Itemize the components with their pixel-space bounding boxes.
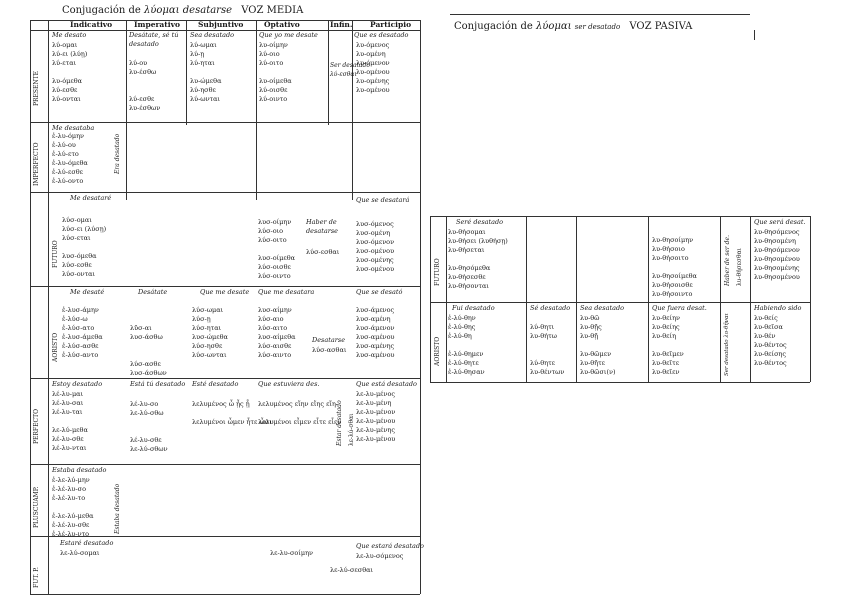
col-indicativo: Indicativo bbox=[70, 20, 113, 29]
pasiva-aorist-part-head: Habiendo sido bbox=[754, 304, 802, 312]
tense-perfecto: PERFECTO bbox=[33, 409, 40, 444]
futperf-inf: λε-λύ-σεσθαι bbox=[330, 566, 374, 574]
pasiva-aorist-imp-head: Sé desatado bbox=[530, 304, 571, 312]
perfect-opt: λελυμένος εἴην εἴης εἴη λελυμένοι εἶμεν εἶτε εἶεν bbox=[258, 400, 342, 426]
present-sub-head: Sea desatado bbox=[190, 31, 235, 39]
futperf-part-head: Que estará desatado bbox=[356, 542, 424, 550]
future-opt: λυσ-οίμην λύσ-οιο λύσ-οιτο λυσ-οίμεθα λύσ-οισθε λύσ-οιντο bbox=[258, 218, 296, 280]
future-part-head: Que se desatará bbox=[356, 196, 410, 204]
pasiva-future-part: λυ-θησόμενος λυ-θησομένη λυ-θησόμενον λυ-θησομένου λυ-θησομένης λυ-θησομένου bbox=[754, 228, 800, 281]
aorist-opt: λυσ-αίμην λύσ-αιο λύσ-αιτο λυσ-αίμεθα λύσ-αισθε λύσ-αιντο bbox=[258, 306, 296, 359]
aorist-sub-head: Que me desate bbox=[200, 288, 250, 296]
present-part: λυ-όμενος λυ-ομένη λυ-όμενον λυ-ομένου λυ-ομένης λυ-ομένου bbox=[356, 41, 390, 94]
present-ind: λύ-ομαι λύ-ει (λύῃ) λύ-εται λυ-όμεθα λύ-εσθε λύ-ονται bbox=[52, 41, 88, 103]
perfect-sub-head: Esté desatado bbox=[192, 380, 239, 388]
aorist-ind-head: Me desaté bbox=[70, 288, 105, 296]
perfect-inf-head: Estar desatado bbox=[336, 400, 343, 446]
aorist-ind: ἐ-λυσ-άμην ἐ-λύσ-ω ἐ-λύσ-ατο ἐ-λυσ-άμεθα ἐ-λύσ-ασθε ἐ-λύσ-αντο bbox=[62, 306, 103, 359]
aorist-imp: λῦσ-αι λυσ-άσθω λύσ-ασθε λυσ-άσθων bbox=[130, 324, 167, 377]
col-optativo: Optativo bbox=[264, 20, 300, 29]
pasiva-tense-aoristo: AORISTO bbox=[434, 336, 441, 366]
pluperfect-ind: ἐ-λε-λύ-μην ἐ-λέ-λυ-σο ἐ-λέ-λυ-το ἐ-λε-λύ-μεθα ἐ-λέ-λυ-σθε ἐ-λέ-λυ-ντο bbox=[52, 476, 94, 538]
pasiva-aorist-sub: λυ-θῶ λυ-θῇς λυ-θῇ λυ-θῶμεν λυ-θῆτε λυ-θῶσι(ν) bbox=[580, 314, 616, 376]
perfect-inf: λε-λύ-σθαι bbox=[348, 413, 355, 446]
aorist-inf-head: Desatarse bbox=[312, 336, 346, 344]
tense-aoristo: AORISTO bbox=[52, 332, 59, 362]
pasiva-future-ind-head: Seré desatado bbox=[456, 218, 504, 226]
futperf-ind: λε-λύ-σομαι bbox=[60, 549, 100, 557]
pasiva-aorist-imp: λύ-θητι λυ-θήτω λύ-θητε λυ-θέντων bbox=[530, 323, 565, 376]
tense-futperf: FUT. P. bbox=[33, 567, 40, 588]
future-inf-head: Haber de desatarse bbox=[306, 218, 338, 235]
perfect-imp-head: Está tú desatado bbox=[130, 380, 186, 388]
perfect-ind: λέ-λυ-μαι λέ-λυ-σαι λέ-λυ-ται λε-λύ-μεθα λέ-λυ-σθε λέ-λυ-νται bbox=[52, 390, 88, 452]
pasiva-title-box bbox=[450, 14, 756, 40]
pasiva-sheet bbox=[430, 216, 810, 382]
pasiva-aorist-ind-head: Fui desatado bbox=[452, 304, 495, 312]
futperf-opt: λε-λυ-σοίμην bbox=[270, 549, 313, 557]
present-imp-head: Desátate, sé tú desatado bbox=[129, 31, 179, 48]
future-part: λυσ-όμενος λυσ-ομένη λυσ-όμενον λυσ-ομένου λυσ-ομένης λυσ-ομένου bbox=[356, 220, 395, 273]
media-title: Conjugación de λύομαι desatarse VOZ MEDIA bbox=[62, 5, 304, 16]
pasiva-aorist-part: λυ-θείς λυ-θεῖσα λυ-θέν λυ-θέντος λυ-θείσης λυ-θέντος bbox=[754, 314, 787, 367]
imperfect-ind: ἐ-λυ-όμην ἐ-λύ-ου ἐ-λύ-ετο ἐ-λυ-όμεθα ἐ-λύ-εσθε ἐ-λύ-οντο bbox=[52, 132, 88, 185]
pluperfect-ind-head: Estaba desatado bbox=[52, 466, 107, 474]
present-ind-head: Me desato bbox=[52, 31, 87, 39]
future-ind: λύσ-ομαι λύσ-ει (λύσῃ) λύσ-εται λυσ-όμεθα λύσ-εσθε λύσ-ονται bbox=[62, 216, 107, 278]
pasiva-tense-futuro: FUTURO bbox=[434, 258, 441, 286]
tense-futuro: FUTURO bbox=[52, 240, 59, 268]
aorist-inf: λύσ-ασθαι bbox=[312, 346, 347, 354]
pasiva-title: Conjugación de λύομαι ser desatado VOZ PASIVA bbox=[454, 21, 693, 32]
pasiva-aorist-ind: ἐ-λύ-θην ἐ-λύ-θης ἐ-λύ-θη ἐ-λύ-θημεν ἐ-λύ-θητε ἐ-λύ-θησαν bbox=[448, 314, 485, 376]
col-imperativo: Imperativo bbox=[134, 20, 180, 29]
perfect-sub: λελυμένος ὦ ᾖς ᾖ λελυμένοι ὦμεν ἦτε ὦσι bbox=[192, 400, 272, 426]
future-inf: λύσ-εσθαι bbox=[306, 248, 340, 256]
present-opt-head: Que yo me desate bbox=[259, 31, 318, 39]
perfect-imp: λέ-λυ-σο λε-λύ-σθω λέ-λυ-σθε λε-λύ-σθων bbox=[130, 400, 168, 453]
pasiva-aorist-inf: Ser desatado λυ-θῆναι bbox=[724, 313, 730, 376]
pasiva-future-inf: λυ-θήσεσθαι bbox=[736, 247, 743, 286]
aorist-part: λυσ-άμενος λυσ-αμένη λυσ-άμενον λυσ-αμένου λυσ-αμένης λυσ-αμένου bbox=[356, 306, 395, 359]
present-inf: Ser desatado λύ-εσθαι bbox=[330, 62, 370, 78]
future-ind-head: Me desataré bbox=[70, 194, 112, 202]
aorist-part-head: Que se desató bbox=[356, 288, 403, 296]
pasiva-aorist-opt-head: Que fuera desat. bbox=[652, 304, 707, 312]
col-subjuntivo: Subjuntivo bbox=[198, 20, 244, 29]
aorist-sub: λύσ-ωμαι λύσ-ῃ λύσ-ηται λυσ-ώμεθα λύσ-ησθε λύσ-ωνται bbox=[192, 306, 228, 359]
futperf-part: λε-λυ-σόμενος bbox=[356, 552, 404, 560]
present-opt: λυ-οίμην λύ-οιο λύ-οιτο λυ-οίμεθα λύ-οισθε λύ-οιντο bbox=[259, 41, 292, 103]
pasiva-aorist-opt: λυ-θείην λυ-θείης λυ-θείη λυ-θεῖμεν λυ-θεῖτε λυ-θεῖεν bbox=[652, 314, 684, 376]
perfect-part-head: Que está desatado bbox=[356, 380, 417, 388]
pasiva-aorist-sub-head: Sea desatado bbox=[580, 304, 625, 312]
pasiva-future-part-head: Que será desat. bbox=[754, 218, 806, 226]
tense-pluscuamp: PLUSCUAMP. bbox=[33, 486, 40, 528]
col-participio: Participio bbox=[370, 20, 412, 29]
tense-imperfecto: IMPERFECTO bbox=[33, 142, 40, 186]
aorist-imp-head: Desátate bbox=[138, 288, 168, 296]
imperfect-ind-head: Me desataba bbox=[52, 124, 95, 132]
pasiva-future-inf-head: Haber de ser de. bbox=[724, 235, 731, 286]
pasiva-future-opt: λυ-θησοίμην λυ-θήσοιο λυ-θήσοιτο λυ-θησοίμεθα λυ-θήσοισθε λυ-θήσοιντο bbox=[652, 236, 697, 298]
present-part-head: Que es desatado bbox=[354, 31, 409, 39]
col-infinitivo: Infin. bbox=[330, 20, 353, 29]
futperf-ind-head: Estaré desatado bbox=[60, 539, 114, 547]
perfect-opt-head: Que estuviera des. bbox=[258, 380, 320, 388]
present-sub: λύ-ωμαι λύ-ῃ λύ-ηται λυ-ώμεθα λύ-ησθε λύ-ωνται bbox=[190, 41, 222, 103]
perfect-part: λε-λυ-μένος λε-λυ-μένη λε-λυ-μένον λε-λυ-μένου λε-λυ-μένης λε-λυ-μένου bbox=[356, 390, 396, 443]
pluperfect-side: Estaba desatado bbox=[114, 483, 121, 534]
media-sheet bbox=[30, 5, 424, 594]
present-imp: λύ-ου λυ-έσθω λύ-εσθε λυ-έσθων bbox=[129, 59, 161, 112]
tense-presente: PRESENTE bbox=[33, 70, 40, 106]
pasiva-future-ind: λυ-θήσομαι λυ-θήσει (λυθήσῃ) λυ-θήσεται λυ-θησόμεθα λυ-θήσεσθε λυ-θήσονται bbox=[448, 228, 508, 290]
perfect-ind-head: Estoy desatado bbox=[52, 380, 103, 388]
aorist-opt-head: Que me desatara bbox=[258, 288, 315, 296]
imperfect-side: Era desatado bbox=[114, 133, 121, 174]
